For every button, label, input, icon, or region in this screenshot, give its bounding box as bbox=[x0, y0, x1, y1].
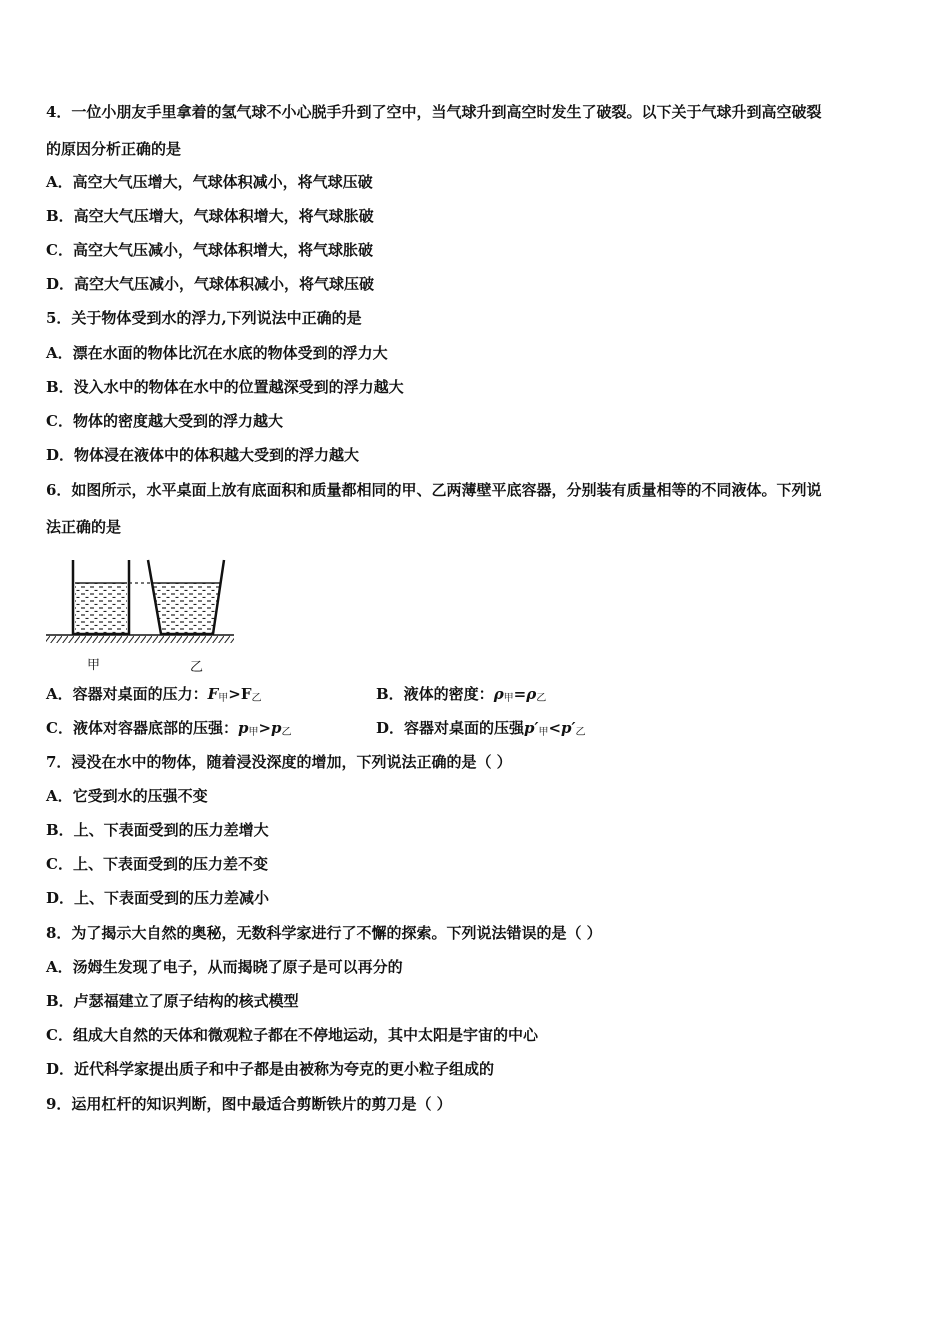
q7-stem: 7．浸没在水中的物体，随着浸没深度的增加，下列说法正确的是（ ） bbox=[46, 753, 512, 771]
q6-stem-line1: 6．如图所示，水平桌面上放有底面积和质量都相同的甲、乙两薄壁平底容器，分别装有质量相等的不同液体。下列说 bbox=[46, 481, 822, 499]
q4-option-b: B．高空大气压增大，气球体积增大，将气球胀破 bbox=[46, 207, 374, 225]
q7-option-a: A．它受到水的压强不变 bbox=[46, 787, 208, 805]
table-surface bbox=[46, 635, 234, 643]
q4-option-a: A．高空大气压增大，气球体积减小，将气球压破 bbox=[46, 173, 373, 191]
container-yi bbox=[148, 560, 224, 634]
q6-option-c: C．液体对容器底部的压强：$p_甲>p_乙$ bbox=[46, 719, 292, 738]
q5-option-d: D．物体浸在液体中的体积越大受到的浮力越大 bbox=[46, 446, 360, 464]
q6-option-a: A．容器对桌面的压力：$F_甲>F_乙$ bbox=[46, 685, 262, 704]
label-jia: 甲 bbox=[87, 658, 101, 673]
q5-stem: 5．关于物体受到水的浮力,下列说法中正确的是 bbox=[46, 309, 362, 327]
q4-stem-line1: 4．一位小朋友手里拿着的氢气球不小心脱手升到了空中，当气球升到高空时发生了破裂。以下关于气球升到高空破裂 bbox=[46, 103, 822, 121]
q8-option-a: A．汤姆生发现了电子，从而揭晓了原子是可以再分的 bbox=[46, 958, 403, 976]
q7-option-c: C．上、下表面受到的压力差不变 bbox=[46, 855, 268, 873]
containers-figure bbox=[44, 556, 244, 675]
containers-diagram bbox=[44, 556, 244, 648]
q8-option-c: C．组成大自然的天体和微观粒子都在不停地运动，其中太阳是宇宙的中心 bbox=[46, 1026, 538, 1044]
container-jia bbox=[73, 560, 129, 634]
q8-option-b: B．卢瑟福建立了原子结构的核式模型 bbox=[46, 992, 299, 1010]
q8-option-d: D．近代科学家提出质子和中子都是由被称为夸克的更小粒子组成的 bbox=[46, 1060, 495, 1078]
q5-option-a: A．漂在水面的物体比沉在水底的物体受到的浮力大 bbox=[46, 344, 388, 362]
q7-option-b: B．上、下表面受到的压力差增大 bbox=[46, 821, 269, 839]
q5-option-c: C．物体的密度越大受到的浮力越大 bbox=[46, 412, 283, 430]
q8-stem: 8．为了揭示大自然的奥秘，无数科学家进行了不懈的探索。下列说法错误的是（ ） bbox=[46, 924, 602, 942]
q7-option-d: D．上、下表面受到的压力差减小 bbox=[46, 889, 270, 907]
q6-option-d: D．容器对桌面的压强$p'_甲<p'_乙$ bbox=[376, 719, 586, 738]
q9-stem: 9．运用杠杆的知识判断，图中最适合剪断铁片的剪刀是（ ） bbox=[46, 1095, 452, 1113]
q4-stem-line2: 的原因分析正确的是 bbox=[46, 140, 182, 158]
q4-option-d: D．高空大气压减小，气球体积减小，将气球压破 bbox=[46, 275, 375, 293]
q4-option-c: C．高空大气压减小，气球体积增大，将气球胀破 bbox=[46, 241, 373, 259]
q5-option-b: B．没入水中的物体在水中的位置越深受到的浮力越大 bbox=[46, 378, 404, 396]
q6-stem-line2: 法正确的是 bbox=[46, 518, 122, 536]
q6-option-b: B．液体的密度：$\rho_甲=\rho_乙$ bbox=[376, 685, 547, 704]
label-yi: 乙 bbox=[190, 660, 204, 675]
